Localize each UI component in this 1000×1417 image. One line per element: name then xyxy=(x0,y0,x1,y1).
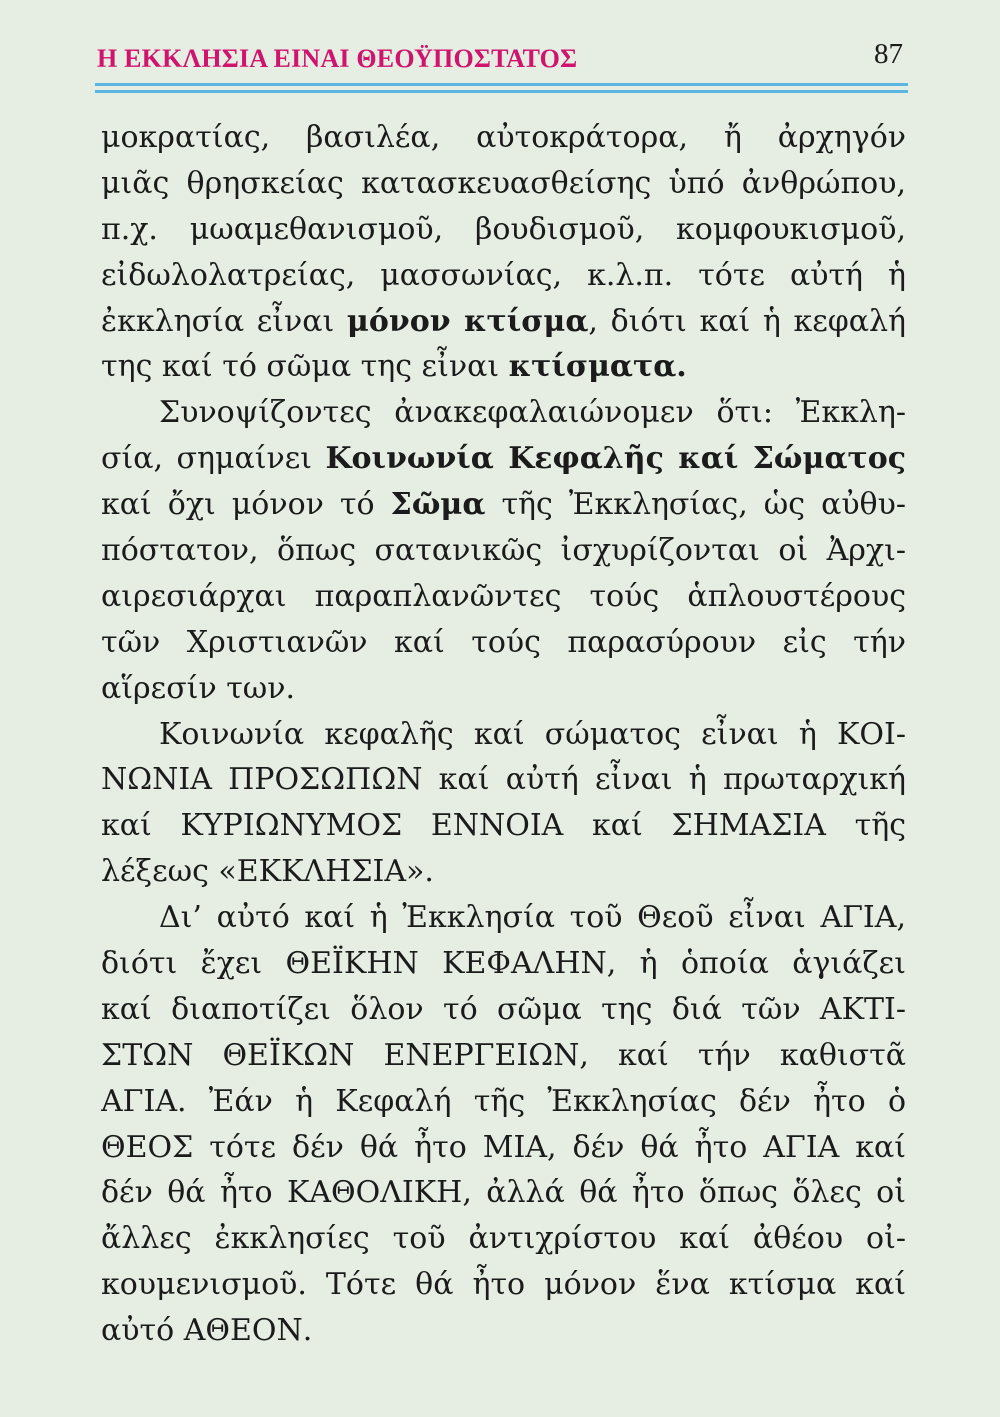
text-line xyxy=(101,344,906,390)
text-run: Κοινωνία κεφαλῆς καί σώματος εἶναι ἡ ΚΟΙ- xyxy=(159,716,906,752)
bold-text: Σῶμα xyxy=(390,487,486,523)
text-run: Συνοψίζοντες ἀνακεφαλαιώνομεν ὅτι: Ἐκκλη- xyxy=(159,395,906,431)
text-run: μοκρατίας, βασιλέα, αὐτοκράτορα, ἤ ἀρχηγόν xyxy=(101,120,906,155)
text-run: π.χ. μωαμεθανισμοῦ, βουδισμοῦ, κομφουκισμοῦ, xyxy=(101,211,906,247)
text-run: Δι’ αὐτό καί ἡ Ἐκκλησία τοῦ Θεοῦ εἶναι ΑΓΙΑ, xyxy=(159,900,906,936)
text-run: ΝΩΝΙΑ ΠΡΟΣΩΠΩΝ καί αὐτή εἶναι ἡ πρωταρχική xyxy=(101,762,906,798)
body-text xyxy=(101,115,906,1354)
text-line xyxy=(101,253,906,299)
text-run: εἰδωλολατρείας, μασσωνίας, κ.λ.π. τότε αὐτή ἡ xyxy=(101,257,906,293)
text-run: διότι ἔχει ΘΕΪΚΗΝ ΚΕΦΑΛΗΝ, ἡ ὁποία ἁγιάζει xyxy=(101,946,906,982)
text-line xyxy=(101,712,906,758)
bold-text: Κοινωνία Κεφαλῆς καί Σώματος xyxy=(325,441,906,477)
text-run: καί ΚΥΡΙΩΝΥΜΟΣ ΕΝΝΟΙΑ καί ΣΗΜΑΣΙΑ τῆς xyxy=(101,808,906,844)
text-run: της καί τό σῶμα της εἶναι xyxy=(101,349,509,385)
running-title: Η ΕΚΚΛΗΣΙΑ ΕΙΝΑΙ ΘΕΟΫΠΟΣΤΑΤΟΣ xyxy=(97,44,578,73)
bold-text: μόνον κτίσμα xyxy=(346,303,589,339)
text-run: τῶν Χριστιανῶν καί τούς παρασύρουν εἰς τήν xyxy=(101,624,906,660)
text-line xyxy=(101,574,906,620)
text-line xyxy=(101,987,906,1033)
text-line xyxy=(101,757,906,803)
text-line xyxy=(101,299,906,345)
text-run: ΑΓΙΑ. Ἐάν ἡ Κεφαλή τῆς Ἐκκλησίας δέν ἦτο ὁ xyxy=(101,1083,906,1119)
text-run: δέν θά ἦτο ΚΑΘΟΛΙΚΗ, ἀλλά θά ἦτο ὅπως ὅλες οἱ xyxy=(101,1175,906,1211)
text-run: αἵρεσίν των. xyxy=(101,670,296,706)
page-number: 87 xyxy=(874,38,903,70)
text-run: ΣΤΩΝ ΘΕΪΚΩΝ ΕΝΕΡΓΕΙΩΝ, καί τήν καθιστᾶ xyxy=(101,1037,906,1073)
header-rule-top xyxy=(95,83,908,86)
text-line xyxy=(101,941,906,987)
text-line xyxy=(101,115,906,161)
text-line xyxy=(101,1170,906,1216)
text-line xyxy=(101,849,906,895)
header-rule-bottom xyxy=(95,90,908,93)
text-line xyxy=(101,482,906,528)
page-header xyxy=(97,36,907,80)
text-run: αὐτό ΑΘΕΟΝ. xyxy=(101,1313,313,1349)
text-run: τῆς Ἐκκλησίας, ὡς αὐθυ- xyxy=(485,487,906,523)
text-line xyxy=(101,803,906,849)
text-run: καί διαποτίζει ὅλον τό σῶμα της διά τῶν ΑΚΤΙ- xyxy=(101,991,906,1027)
text-line xyxy=(101,1216,906,1262)
text-run: μιᾶς θρησκείας κατασκευασθείσης ὑπό ἀνθρώπου, xyxy=(101,165,906,201)
text-line xyxy=(101,207,906,253)
text-run: πόστατον, ὅπως σατανικῶς ἰσχυρίζονται οἱ Ἀρχι- xyxy=(101,533,906,569)
text-run: ΘΕΟΣ τότε δέν θά ἦτο ΜΙΑ, δέν θά ἦτο ΑΓΙΑ καί xyxy=(101,1129,906,1165)
text-line xyxy=(101,1262,906,1308)
text-run: αιρεσιάρχαι παραπλανῶντες τούς ἁπλουστέρους xyxy=(101,578,906,614)
text-line xyxy=(101,666,906,712)
text-run: ἄλλες ἐκκλησίες τοῦ ἀντιχρίστου καί ἀθέου οἰ- xyxy=(101,1221,906,1257)
bold-text: κτίσματα. xyxy=(508,349,687,385)
text-run: λέξεως «ΕΚΚΛΗΣΙΑ». xyxy=(101,854,434,890)
text-run: καί ὄχι μόνον τό xyxy=(101,487,391,523)
text-line xyxy=(101,528,906,574)
text-line xyxy=(101,620,906,666)
text-line xyxy=(101,436,906,482)
text-run: σία, σημαίνει xyxy=(101,441,326,477)
text-line xyxy=(101,390,906,436)
text-run: ἐκκλησία εἶναι xyxy=(101,303,347,339)
text-run: , διότι καί ἡ κεφαλή xyxy=(588,303,906,339)
text-line xyxy=(101,1125,906,1171)
text-line xyxy=(101,1033,906,1079)
text-line xyxy=(101,161,906,207)
text-run: κουμενισμοῦ. Τότε θά ἦτο μόνον ἕνα κτίσμα καί xyxy=(101,1267,906,1303)
text-line xyxy=(101,1308,906,1354)
text-line xyxy=(101,895,906,941)
text-line xyxy=(101,1079,906,1125)
